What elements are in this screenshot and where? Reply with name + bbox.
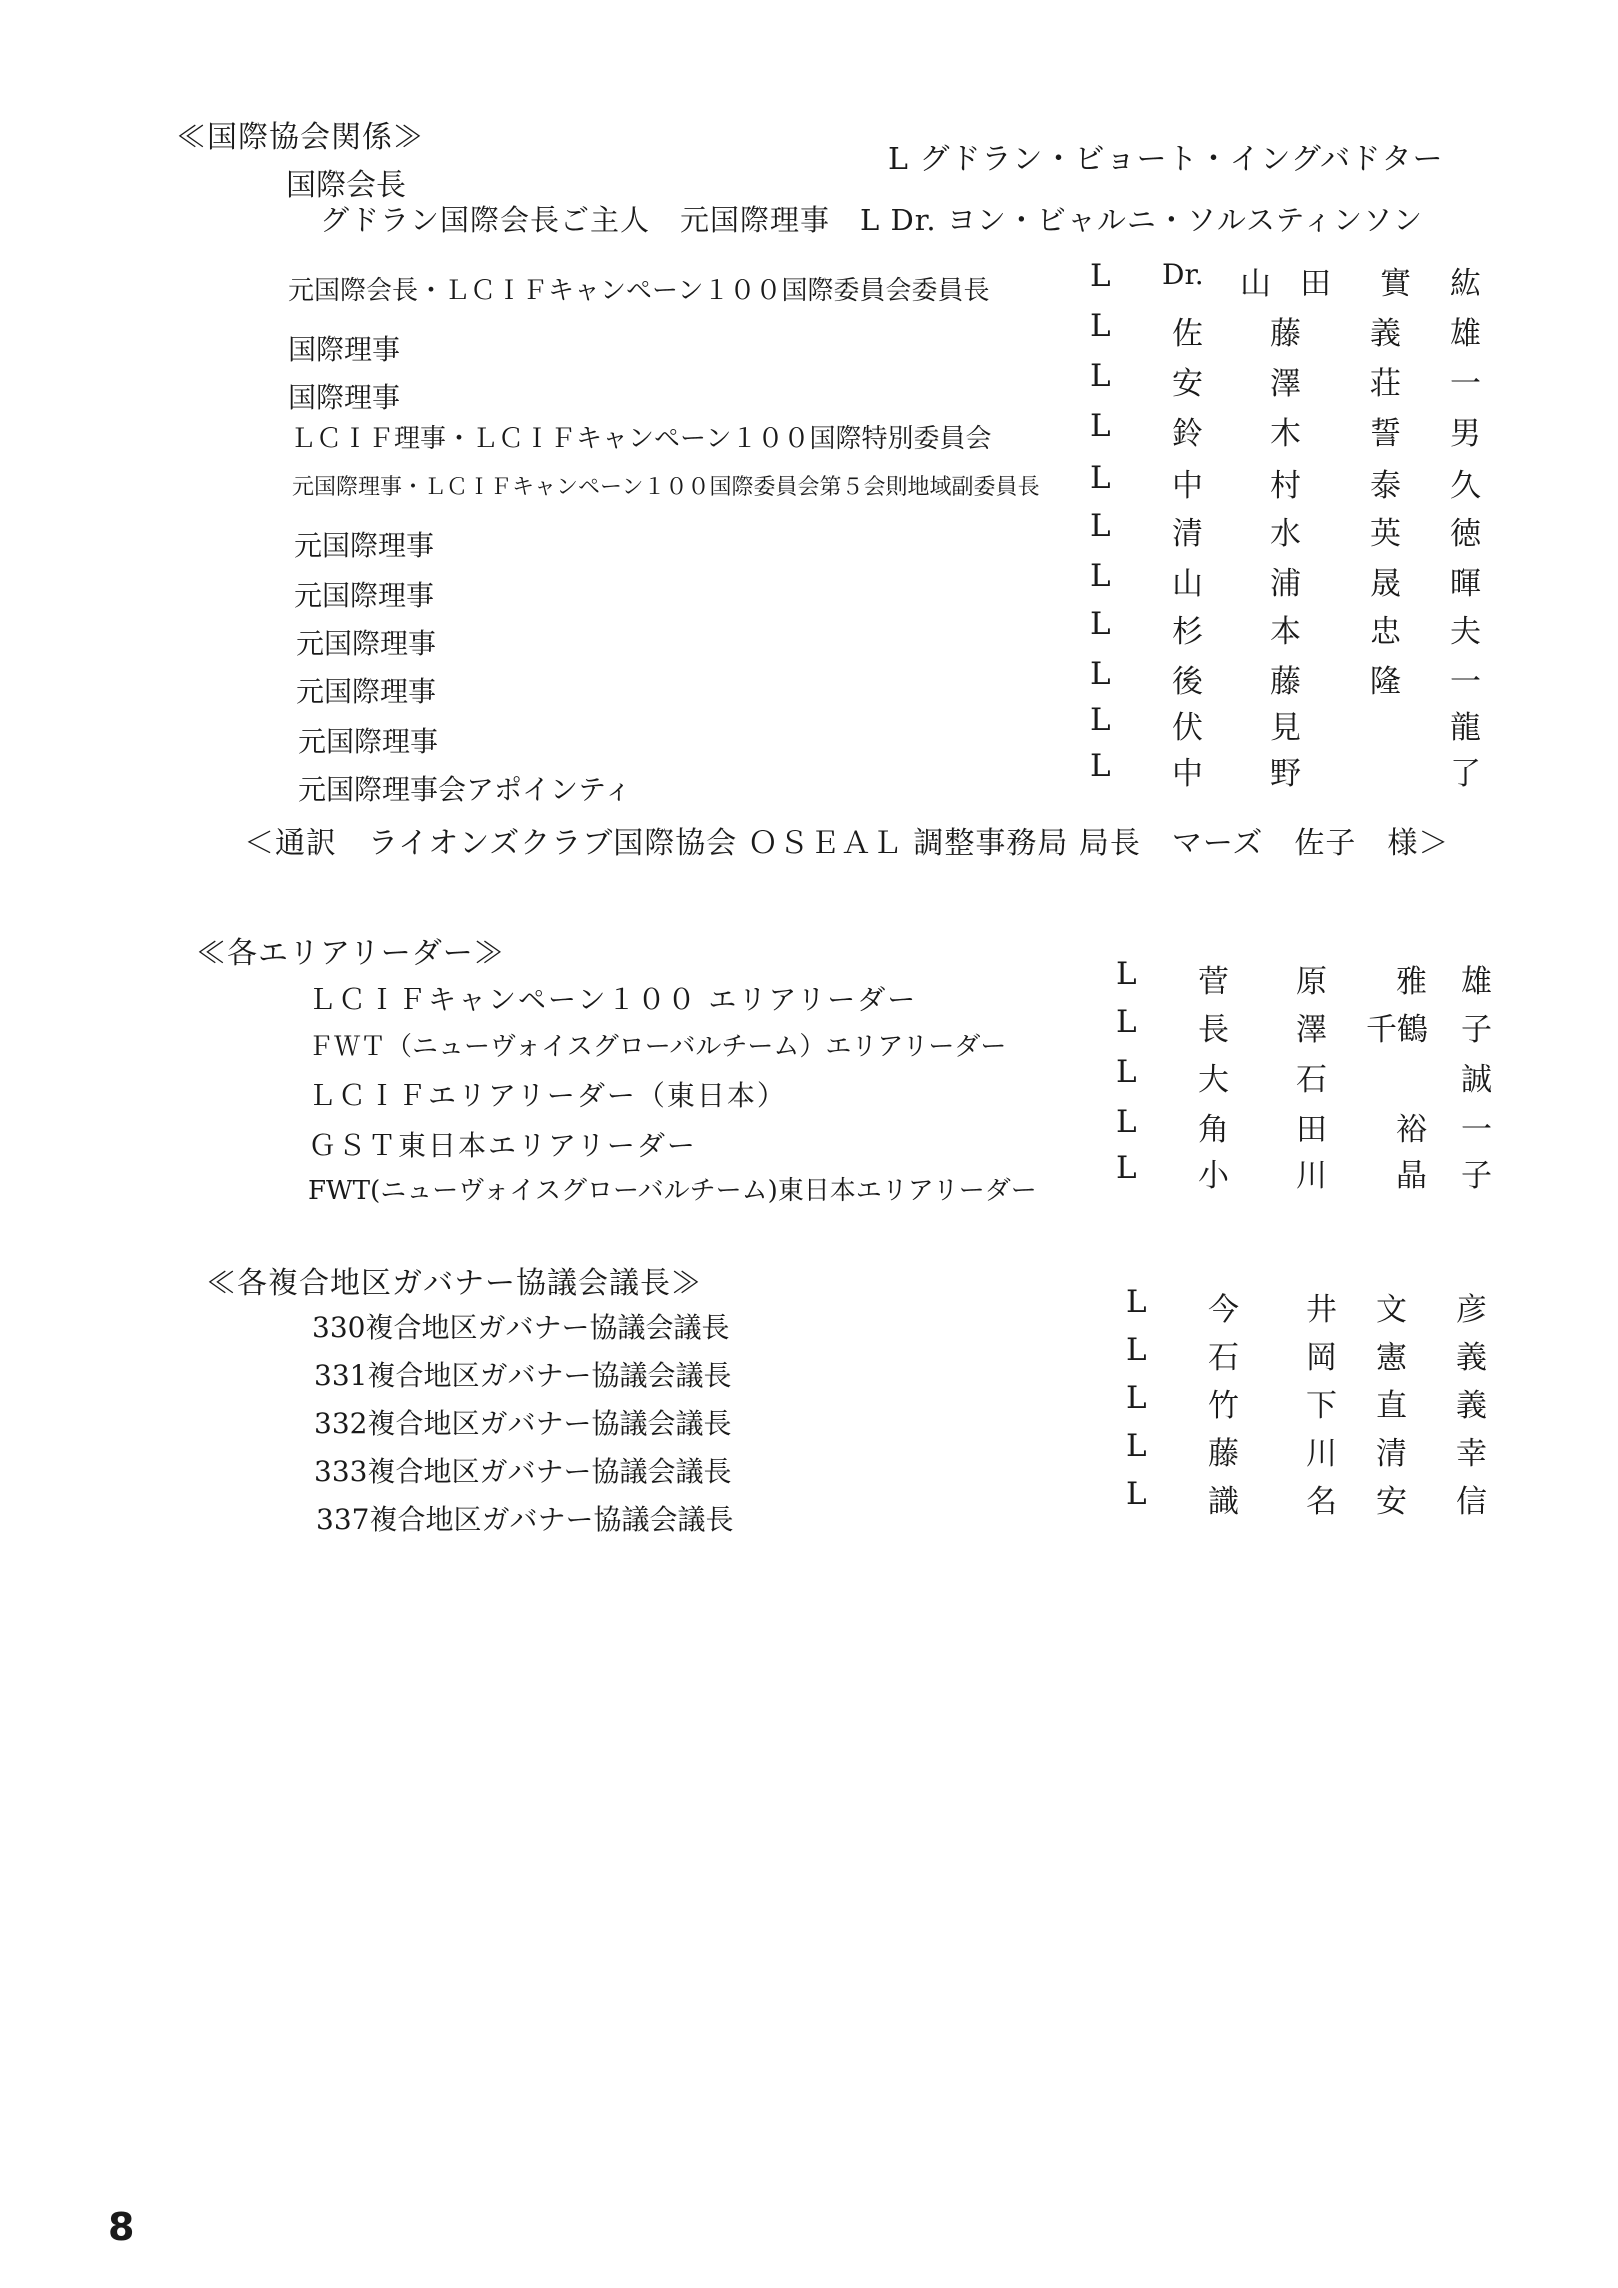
council-row-name bbox=[1126, 1332, 1556, 1376]
name-char: 後 bbox=[1172, 664, 1203, 700]
council-row-title: 333複合地区ガバナー協議会議長 bbox=[314, 1455, 732, 1488]
name-char: 誓 bbox=[1370, 416, 1401, 452]
lion-prefix: L bbox=[1090, 748, 1111, 784]
name-char: 見 bbox=[1270, 710, 1301, 746]
name-char: 清 bbox=[1172, 516, 1203, 552]
area-row-name bbox=[1116, 1150, 1546, 1194]
lion-prefix: L bbox=[1090, 460, 1111, 496]
name-char: 裕 bbox=[1396, 1112, 1427, 1148]
name-char: 中 bbox=[1172, 468, 1203, 504]
area-row-name bbox=[1116, 956, 1546, 1000]
intl-row-title: 国際理事 bbox=[288, 381, 401, 414]
name-char: 夫 bbox=[1450, 614, 1481, 650]
lion-prefix: L bbox=[1090, 258, 1111, 294]
intl-row-name bbox=[1090, 258, 1520, 302]
name-char: 憲 bbox=[1376, 1340, 1407, 1376]
lion-prefix: L bbox=[1090, 508, 1111, 544]
name-char: 山 bbox=[1240, 266, 1271, 302]
area-row-name bbox=[1116, 1004, 1546, 1048]
intl-row-title: 元国際理事 bbox=[294, 529, 435, 562]
president-title: 国際会長 bbox=[286, 168, 406, 203]
name-char: 村 bbox=[1270, 468, 1301, 504]
name-char: 中 bbox=[1172, 756, 1203, 792]
name-char: 佐 bbox=[1172, 316, 1203, 352]
name-char: 幸 bbox=[1456, 1436, 1487, 1472]
page-number: 8 bbox=[108, 2205, 135, 2249]
name-char: 石 bbox=[1296, 1062, 1327, 1098]
council-row-name bbox=[1126, 1476, 1556, 1520]
lion-prefix: L bbox=[1090, 358, 1111, 394]
intl-row-title: 元国際理事・ＬＣＩＦキャンペーン１００国際委員会第５会則地域副委員長 bbox=[292, 475, 1040, 500]
lion-prefix: L bbox=[1116, 1104, 1137, 1140]
name-char: 久 bbox=[1450, 468, 1481, 504]
area-row-title: ＧＳＴ東日本エリアリーダー bbox=[308, 1129, 697, 1162]
name-char: 忠 bbox=[1370, 614, 1401, 650]
name-char: 信 bbox=[1456, 1484, 1487, 1520]
name-char: 藤 bbox=[1208, 1436, 1239, 1472]
name-char: 澤 bbox=[1296, 1012, 1327, 1048]
area-row-title: ＦＷＴ（ニューヴォイスグローバルチーム）エリアリーダー bbox=[308, 1032, 1007, 1062]
name-char: 長 bbox=[1198, 1012, 1229, 1048]
intl-row-title: 元国際理事 bbox=[296, 627, 437, 660]
name-char: 山 bbox=[1172, 566, 1203, 602]
name-char: 義 bbox=[1456, 1388, 1487, 1424]
area-row-title: ＬＣＩＦキャンペーン１００ エリアリーダー bbox=[308, 983, 918, 1016]
name-char: 井 bbox=[1306, 1292, 1337, 1328]
name-char: 安 bbox=[1172, 366, 1203, 402]
name-char: 伏 bbox=[1172, 710, 1203, 746]
intl-row-title: 元国際理事 bbox=[294, 579, 435, 612]
name-char: 誠 bbox=[1461, 1062, 1492, 1098]
name-char: 識 bbox=[1208, 1484, 1239, 1520]
name-char: 義 bbox=[1370, 316, 1401, 352]
intl-row-name bbox=[1090, 558, 1520, 602]
name-char: 石 bbox=[1208, 1340, 1239, 1376]
name-char: 子 bbox=[1461, 1158, 1492, 1194]
name-char: 安 bbox=[1376, 1484, 1407, 1520]
name-char: 晟 bbox=[1370, 566, 1401, 602]
name-char: 文 bbox=[1376, 1292, 1407, 1328]
lion-prefix: L bbox=[1090, 606, 1111, 642]
name-char: 直 bbox=[1376, 1388, 1407, 1424]
intl-row-name bbox=[1090, 508, 1520, 552]
name-honorific: Dr. bbox=[1162, 258, 1204, 291]
area-row-name bbox=[1116, 1054, 1546, 1098]
lion-prefix: L bbox=[1116, 1054, 1137, 1090]
name-char: 角 bbox=[1198, 1112, 1229, 1148]
name-char: 本 bbox=[1270, 614, 1301, 650]
name-char: 田 bbox=[1300, 266, 1331, 302]
intl-row-name bbox=[1090, 702, 1520, 746]
intl-row-name bbox=[1090, 408, 1520, 452]
name-char: 下 bbox=[1306, 1388, 1337, 1424]
lion-prefix: L bbox=[1090, 558, 1111, 594]
lion-prefix: L bbox=[1090, 702, 1111, 738]
lion-prefix: L bbox=[1090, 656, 1111, 692]
intl-row-name bbox=[1090, 606, 1520, 650]
lion-prefix: L bbox=[1126, 1332, 1147, 1368]
name-char: 澤 bbox=[1270, 366, 1301, 402]
intl-row-name bbox=[1090, 308, 1520, 352]
name-char: 藤 bbox=[1270, 664, 1301, 700]
name-char: 雄 bbox=[1461, 964, 1492, 1000]
name-char: 今 bbox=[1208, 1292, 1239, 1328]
name-char: 子 bbox=[1461, 1012, 1492, 1048]
name-char: 實 bbox=[1380, 266, 1411, 302]
name-char: 千鶴 bbox=[1366, 1012, 1428, 1048]
area-row-title: FWT(ニューヴォイスグローバルチーム)東日本エリアリーダー bbox=[308, 1176, 1037, 1206]
name-char: 一 bbox=[1450, 664, 1481, 700]
intl-row-title: 国際理事 bbox=[288, 333, 401, 366]
name-char: 龍 bbox=[1450, 710, 1481, 746]
name-char: 荘 bbox=[1370, 366, 1401, 402]
lion-prefix: L bbox=[1116, 1004, 1137, 1040]
name-char: 鈴 bbox=[1172, 416, 1203, 452]
name-char: 竹 bbox=[1208, 1388, 1239, 1424]
lion-prefix: L bbox=[1116, 1150, 1137, 1186]
name-char: 隆 bbox=[1370, 664, 1401, 700]
intl-row-name bbox=[1090, 656, 1520, 700]
interpreter-note: ＜通訳 ライオンズクラブ国際協会 ＯＳＥＡＬ 調整事務局 局長 マーズ 佐子 様＞ bbox=[244, 826, 1450, 861]
name-char: 杉 bbox=[1172, 614, 1203, 650]
name-char: 小 bbox=[1198, 1158, 1229, 1194]
name-char: 川 bbox=[1296, 1158, 1327, 1194]
intl-row-name bbox=[1090, 358, 1520, 402]
section-heading-intl: ≪国際協会関係≫ bbox=[176, 120, 424, 155]
name-char: 男 bbox=[1450, 416, 1481, 452]
name-char: 野 bbox=[1270, 756, 1301, 792]
lion-prefix: L bbox=[1116, 956, 1137, 992]
name-char: 紘 bbox=[1450, 266, 1481, 302]
name-char: 田 bbox=[1296, 1112, 1327, 1148]
name-char: 岡 bbox=[1306, 1340, 1337, 1376]
name-char: 徳 bbox=[1450, 516, 1481, 552]
intl-row-title: 元国際会長・ＬＣＩＦキャンペーン１００国際委員会委員長 bbox=[288, 276, 990, 306]
name-char: 晶 bbox=[1396, 1158, 1427, 1194]
intl-row-title: ＬＣＩＦ理事・ＬＣＩＦキャンペーン１００国際特別委員会 bbox=[290, 424, 992, 454]
lion-prefix: L bbox=[1126, 1428, 1147, 1464]
intl-row-title: 元国際理事 bbox=[296, 675, 437, 708]
name-char: 原 bbox=[1296, 964, 1327, 1000]
name-char: 名 bbox=[1306, 1484, 1337, 1520]
area-row-title: ＬＣＩＦエリアリーダー（東日本） bbox=[308, 1079, 787, 1112]
name-char: 泰 bbox=[1370, 468, 1401, 504]
name-char: 雄 bbox=[1450, 316, 1481, 352]
name-char: 了 bbox=[1450, 756, 1481, 792]
intl-row-title: 元国際理事会アポインティ bbox=[298, 773, 632, 806]
name-char: 藤 bbox=[1270, 316, 1301, 352]
president-spouse-line: グドラン国際会長ご主人 元国際理事 L Dr. ヨン・ビャルニ・ソルスティンソン bbox=[320, 203, 1424, 237]
name-char: 彦 bbox=[1456, 1292, 1487, 1328]
intl-row-name bbox=[1090, 460, 1520, 504]
area-row-name bbox=[1116, 1104, 1546, 1148]
council-row-title: 337複合地区ガバナー協議会議長 bbox=[316, 1503, 734, 1536]
name-char: 木 bbox=[1270, 416, 1301, 452]
council-row-title: 330複合地区ガバナー協議会議長 bbox=[312, 1311, 730, 1344]
name-char: 英 bbox=[1370, 516, 1401, 552]
section-heading-area: ≪各エリアリーダー≫ bbox=[196, 936, 505, 971]
council-row-name bbox=[1126, 1380, 1556, 1424]
name-char: 一 bbox=[1450, 366, 1481, 402]
lion-prefix: L bbox=[1090, 408, 1111, 444]
name-char: 浦 bbox=[1270, 566, 1301, 602]
intl-row-name bbox=[1090, 748, 1520, 792]
name-char: 大 bbox=[1198, 1062, 1229, 1098]
name-char: 一 bbox=[1461, 1112, 1492, 1148]
name-char: 暉 bbox=[1450, 566, 1481, 602]
name-char: 菅 bbox=[1198, 964, 1229, 1000]
name-char: 雅 bbox=[1396, 964, 1427, 1000]
council-row-name bbox=[1126, 1284, 1556, 1328]
council-row-name bbox=[1126, 1428, 1556, 1472]
name-char: 水 bbox=[1270, 516, 1301, 552]
council-row-title: 331複合地区ガバナー協議会議長 bbox=[314, 1359, 732, 1392]
name-char: 清 bbox=[1376, 1436, 1407, 1472]
section-heading-council: ≪各複合地区ガバナー協議会議長≫ bbox=[206, 1266, 702, 1301]
lion-prefix: L bbox=[1126, 1284, 1147, 1320]
lion-prefix: L bbox=[1090, 308, 1111, 344]
council-row-title: 332複合地区ガバナー協議会議長 bbox=[314, 1407, 732, 1440]
name-char: 義 bbox=[1456, 1340, 1487, 1376]
president-name: L グドラン・ビョート・イングバドター bbox=[888, 142, 1444, 177]
name-char: 川 bbox=[1306, 1436, 1337, 1472]
lion-prefix: L bbox=[1126, 1476, 1147, 1512]
lion-prefix: L bbox=[1126, 1380, 1147, 1416]
intl-row-title: 元国際理事 bbox=[298, 725, 439, 758]
